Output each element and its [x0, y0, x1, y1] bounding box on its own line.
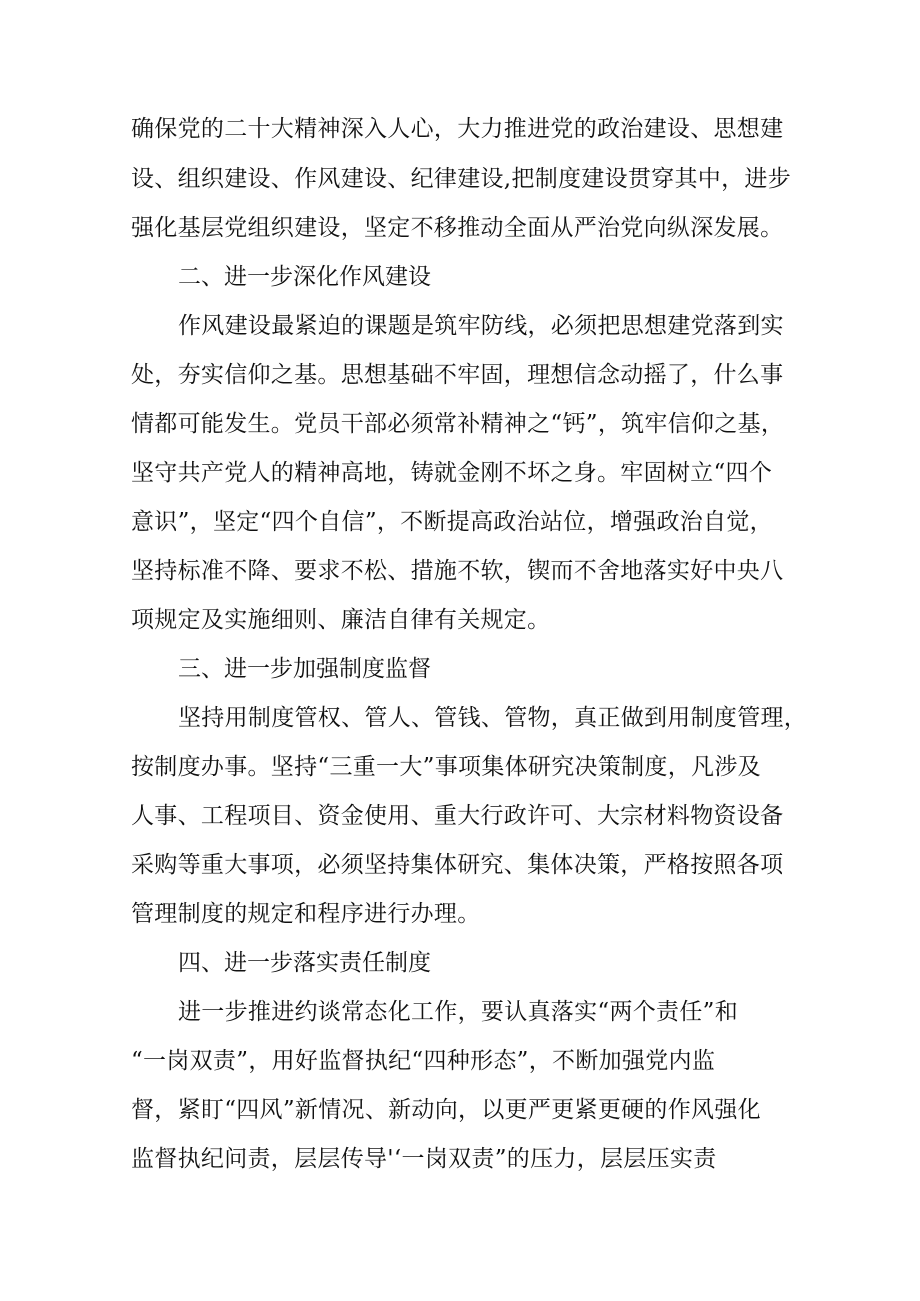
paragraph-line: 情都可能发生。党员干部必须常补精神之“钙”，筑牢信仰之基，	[131, 411, 785, 437]
section-heading: 四、进一步落实责任制度	[178, 950, 431, 976]
section-heading: 三、进一步加强制度监督	[178, 656, 431, 682]
paragraph-line: 项规定及实施细则、廉洁自律有关规定。	[131, 607, 551, 633]
paragraph-line: 确保党的二十大精神深入人心，大力推进党的政治建设、思想建	[131, 116, 784, 142]
paragraph-line: 监督执纪问责，层层传导'‘一岗双责”的压力，层层压实责	[131, 1146, 717, 1172]
paragraph-line: 人事、工程项目、资金使用、重大行政许可、大宗材料物资设备	[131, 803, 784, 829]
paragraph-line: 坚持用制度管权、管人、管钱、管物，真正做到用制度管理，	[178, 705, 808, 731]
paragraph-line: 坚守共产党人的精神高地，铸就金刚不坏之身。牢固树立“四个	[131, 460, 773, 486]
paragraph-line: 采购等重大事项，必须坚持集体研究、集体决策，严格按照各项	[131, 852, 784, 878]
section-heading: 二、进一步深化作风建设	[178, 264, 431, 290]
paragraph-line: 强化基层党组织建设，坚定不移推动全面从严治党向纵深发展。	[131, 215, 784, 241]
paragraph-line: 管理制度的规定和程序进行办理。	[131, 901, 481, 927]
paragraph-line: 按制度办事。坚持“三重一大”事项集体研究决策制度，凡涉及	[131, 754, 761, 780]
paragraph-line: 处，夯实信仰之基。思想基础不牢固，理想信念动摇了，什么事	[131, 362, 784, 388]
paragraph-line: 作风建设最紧迫的课题是筑牢防线，必须把思想建党落到实	[178, 313, 784, 339]
paragraph-line: 设、组织建设、作风建设、纪律建设,把制度建设贯穿其中，进步	[131, 166, 792, 192]
paragraph-line: “一岗双责”，用好监督执纪“四种形态”，不断加强党内监	[131, 1048, 716, 1074]
paragraph-line: 进一步推进约谈常态化工作，要认真落实“两个责任”和	[178, 999, 739, 1025]
paragraph-line: 坚持标准不降、要求不松、措施不软，锲而不舍地落实好中央八	[131, 558, 784, 584]
paragraph-line: 督，紧盯“四风”新情况、新动向，以更严更紧更硬的作风强化	[131, 1097, 761, 1123]
paragraph-line: 意识”，坚定“四个自信”，不断提高政治站位，增强政治自觉，	[131, 509, 773, 535]
